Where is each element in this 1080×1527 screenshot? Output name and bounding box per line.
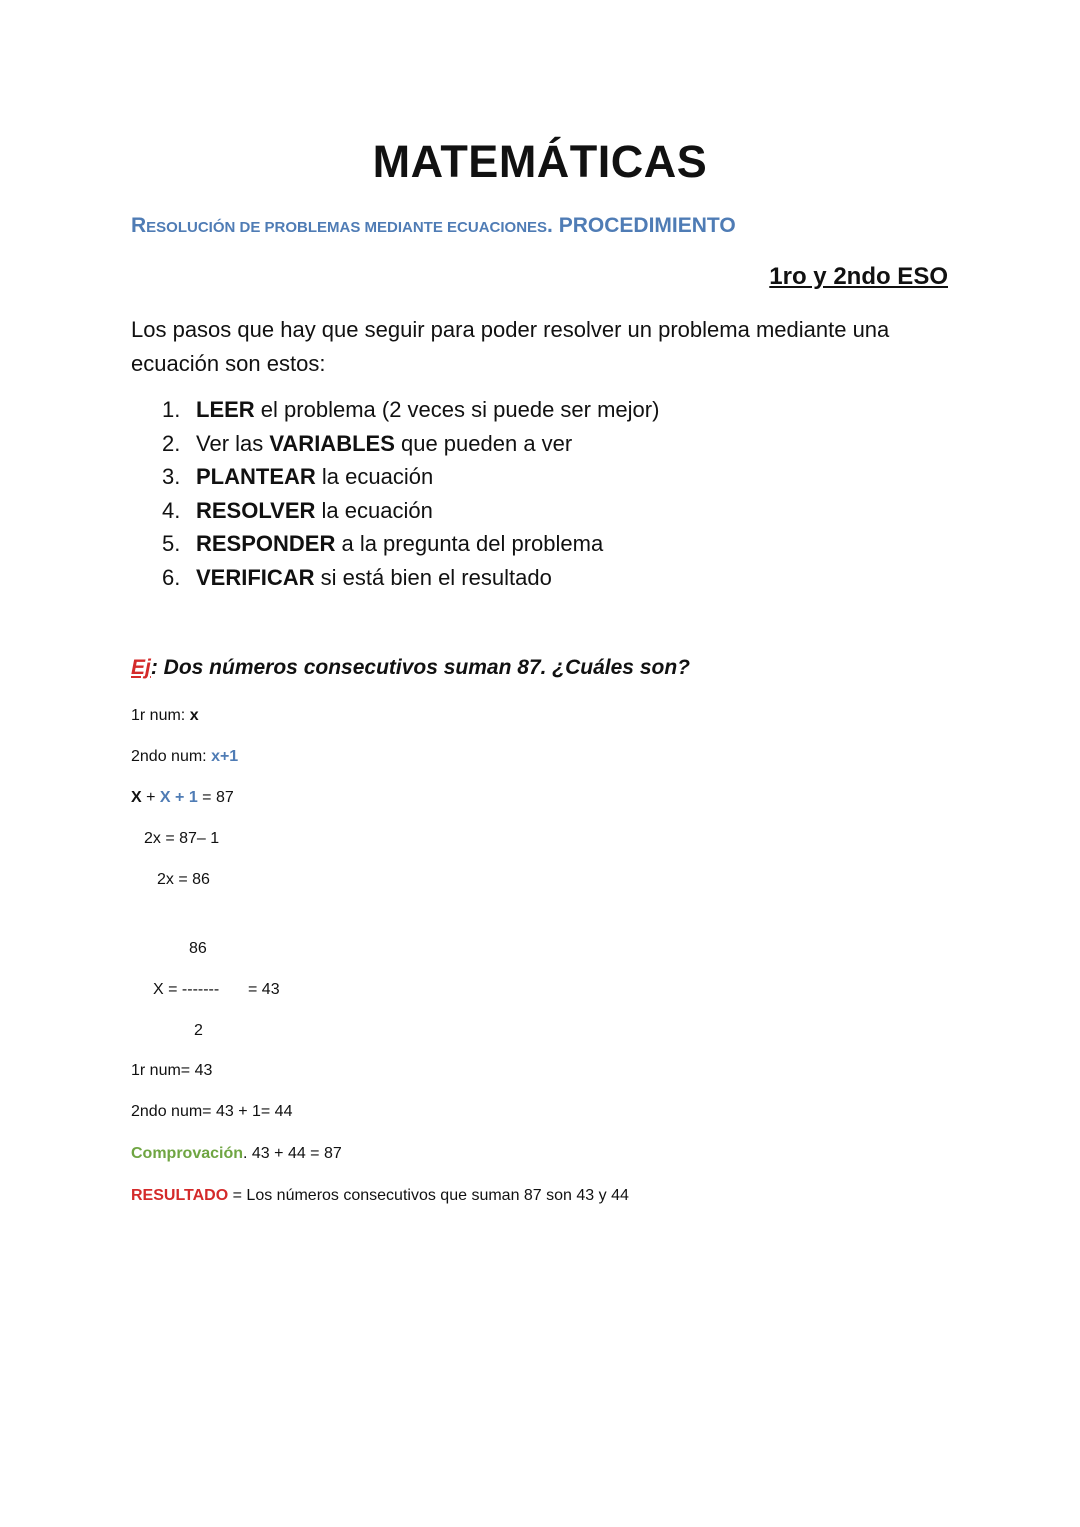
step-number: 6. — [162, 564, 181, 590]
equation-operator: + — [141, 789, 160, 806]
example-label: Ej — [131, 656, 151, 679]
list-item — [131, 460, 659, 494]
first-number-definition — [131, 707, 199, 725]
example-heading — [131, 656, 690, 680]
equation — [131, 789, 234, 807]
step-number: 1. — [162, 397, 181, 422]
list-item — [131, 494, 659, 528]
step-keyword: LEER — [196, 397, 255, 422]
second-number-answer: 2ndo num= 43 + 1= 44 — [131, 1103, 293, 1120]
first-number-answer: 1r num= 43 — [131, 1062, 213, 1079]
step-text: la ecuación — [315, 497, 433, 523]
step-keyword: VARIABLES — [269, 430, 395, 456]
subtitle-procedure: PROCEDIMIENTO — [558, 214, 736, 237]
step-number: 5. — [162, 531, 181, 556]
fraction-numerator: 86 — [189, 940, 207, 957]
list-item — [131, 427, 659, 461]
definition-label: 2ndo num: — [131, 748, 212, 765]
definition-value: x — [189, 707, 199, 724]
equation-term-blue: X + 1 — [159, 789, 198, 806]
subtitle-small-caps: ESOLUCIÓN DE PROBLEMAS MEDIANTE ECUACIONES — [146, 219, 548, 236]
page-title: MATEMÁTICAS — [372, 136, 708, 187]
fraction-denominator: 2 — [194, 1022, 203, 1039]
check-line — [131, 1145, 342, 1163]
step-keyword: PLANTEAR — [196, 464, 316, 489]
example-question: : Dos números consecutivos suman 87. ¿Cuáles son? — [150, 656, 690, 679]
result-text: = Los números consecutivos que suman 87 son 43 y 44 — [228, 1187, 629, 1204]
intro-paragraph: Los pasos que hay que seguir para poder resolver un problema mediante una ecuación son estos: — [131, 317, 890, 376]
steps-list — [131, 393, 659, 594]
check-text: . 43 + 44 = 87 — [243, 1145, 342, 1162]
step-number: 2. — [162, 430, 181, 456]
step-text: que pueden a ver — [394, 430, 573, 456]
equation-rest: = 87 — [197, 789, 234, 806]
list-item — [131, 527, 659, 561]
course-level: 1ro y 2ndo ESO — [769, 263, 948, 290]
list-item — [131, 561, 659, 595]
fraction-line: X = ------- — [153, 981, 220, 998]
check-label: Comprovación — [131, 1145, 244, 1162]
step-number: 3. — [162, 464, 181, 489]
subtitle-initial: R — [131, 214, 147, 237]
step-text: si está bien el resultado — [314, 564, 552, 590]
equation-term: X — [131, 789, 142, 806]
second-number-definition — [131, 748, 238, 766]
step-text: la ecuación — [315, 464, 434, 489]
step-keyword: VERIFICAR — [196, 564, 315, 590]
step-text: a la pregunta del problema — [335, 531, 604, 556]
result-line — [131, 1187, 629, 1205]
definition-value: x+1 — [211, 748, 239, 765]
step-text: el problema (2 veces si puede ser mejor) — [254, 397, 660, 422]
equation-step-1: 2x = 87– 1 — [144, 830, 220, 847]
step-prefix: Ver las — [196, 430, 270, 456]
section-subtitle — [131, 214, 736, 238]
result-label: RESULTADO — [131, 1187, 229, 1204]
equation-step-2: 2x = 86 — [157, 871, 210, 888]
subtitle-dot: . — [547, 214, 553, 237]
definition-label: 1r num: — [131, 707, 190, 724]
step-keyword: RESOLVER — [196, 497, 316, 523]
list-item — [131, 393, 659, 427]
step-number: 4. — [162, 497, 181, 523]
step-keyword: RESPONDER — [196, 531, 336, 556]
fraction-result: = 43 — [248, 981, 280, 998]
